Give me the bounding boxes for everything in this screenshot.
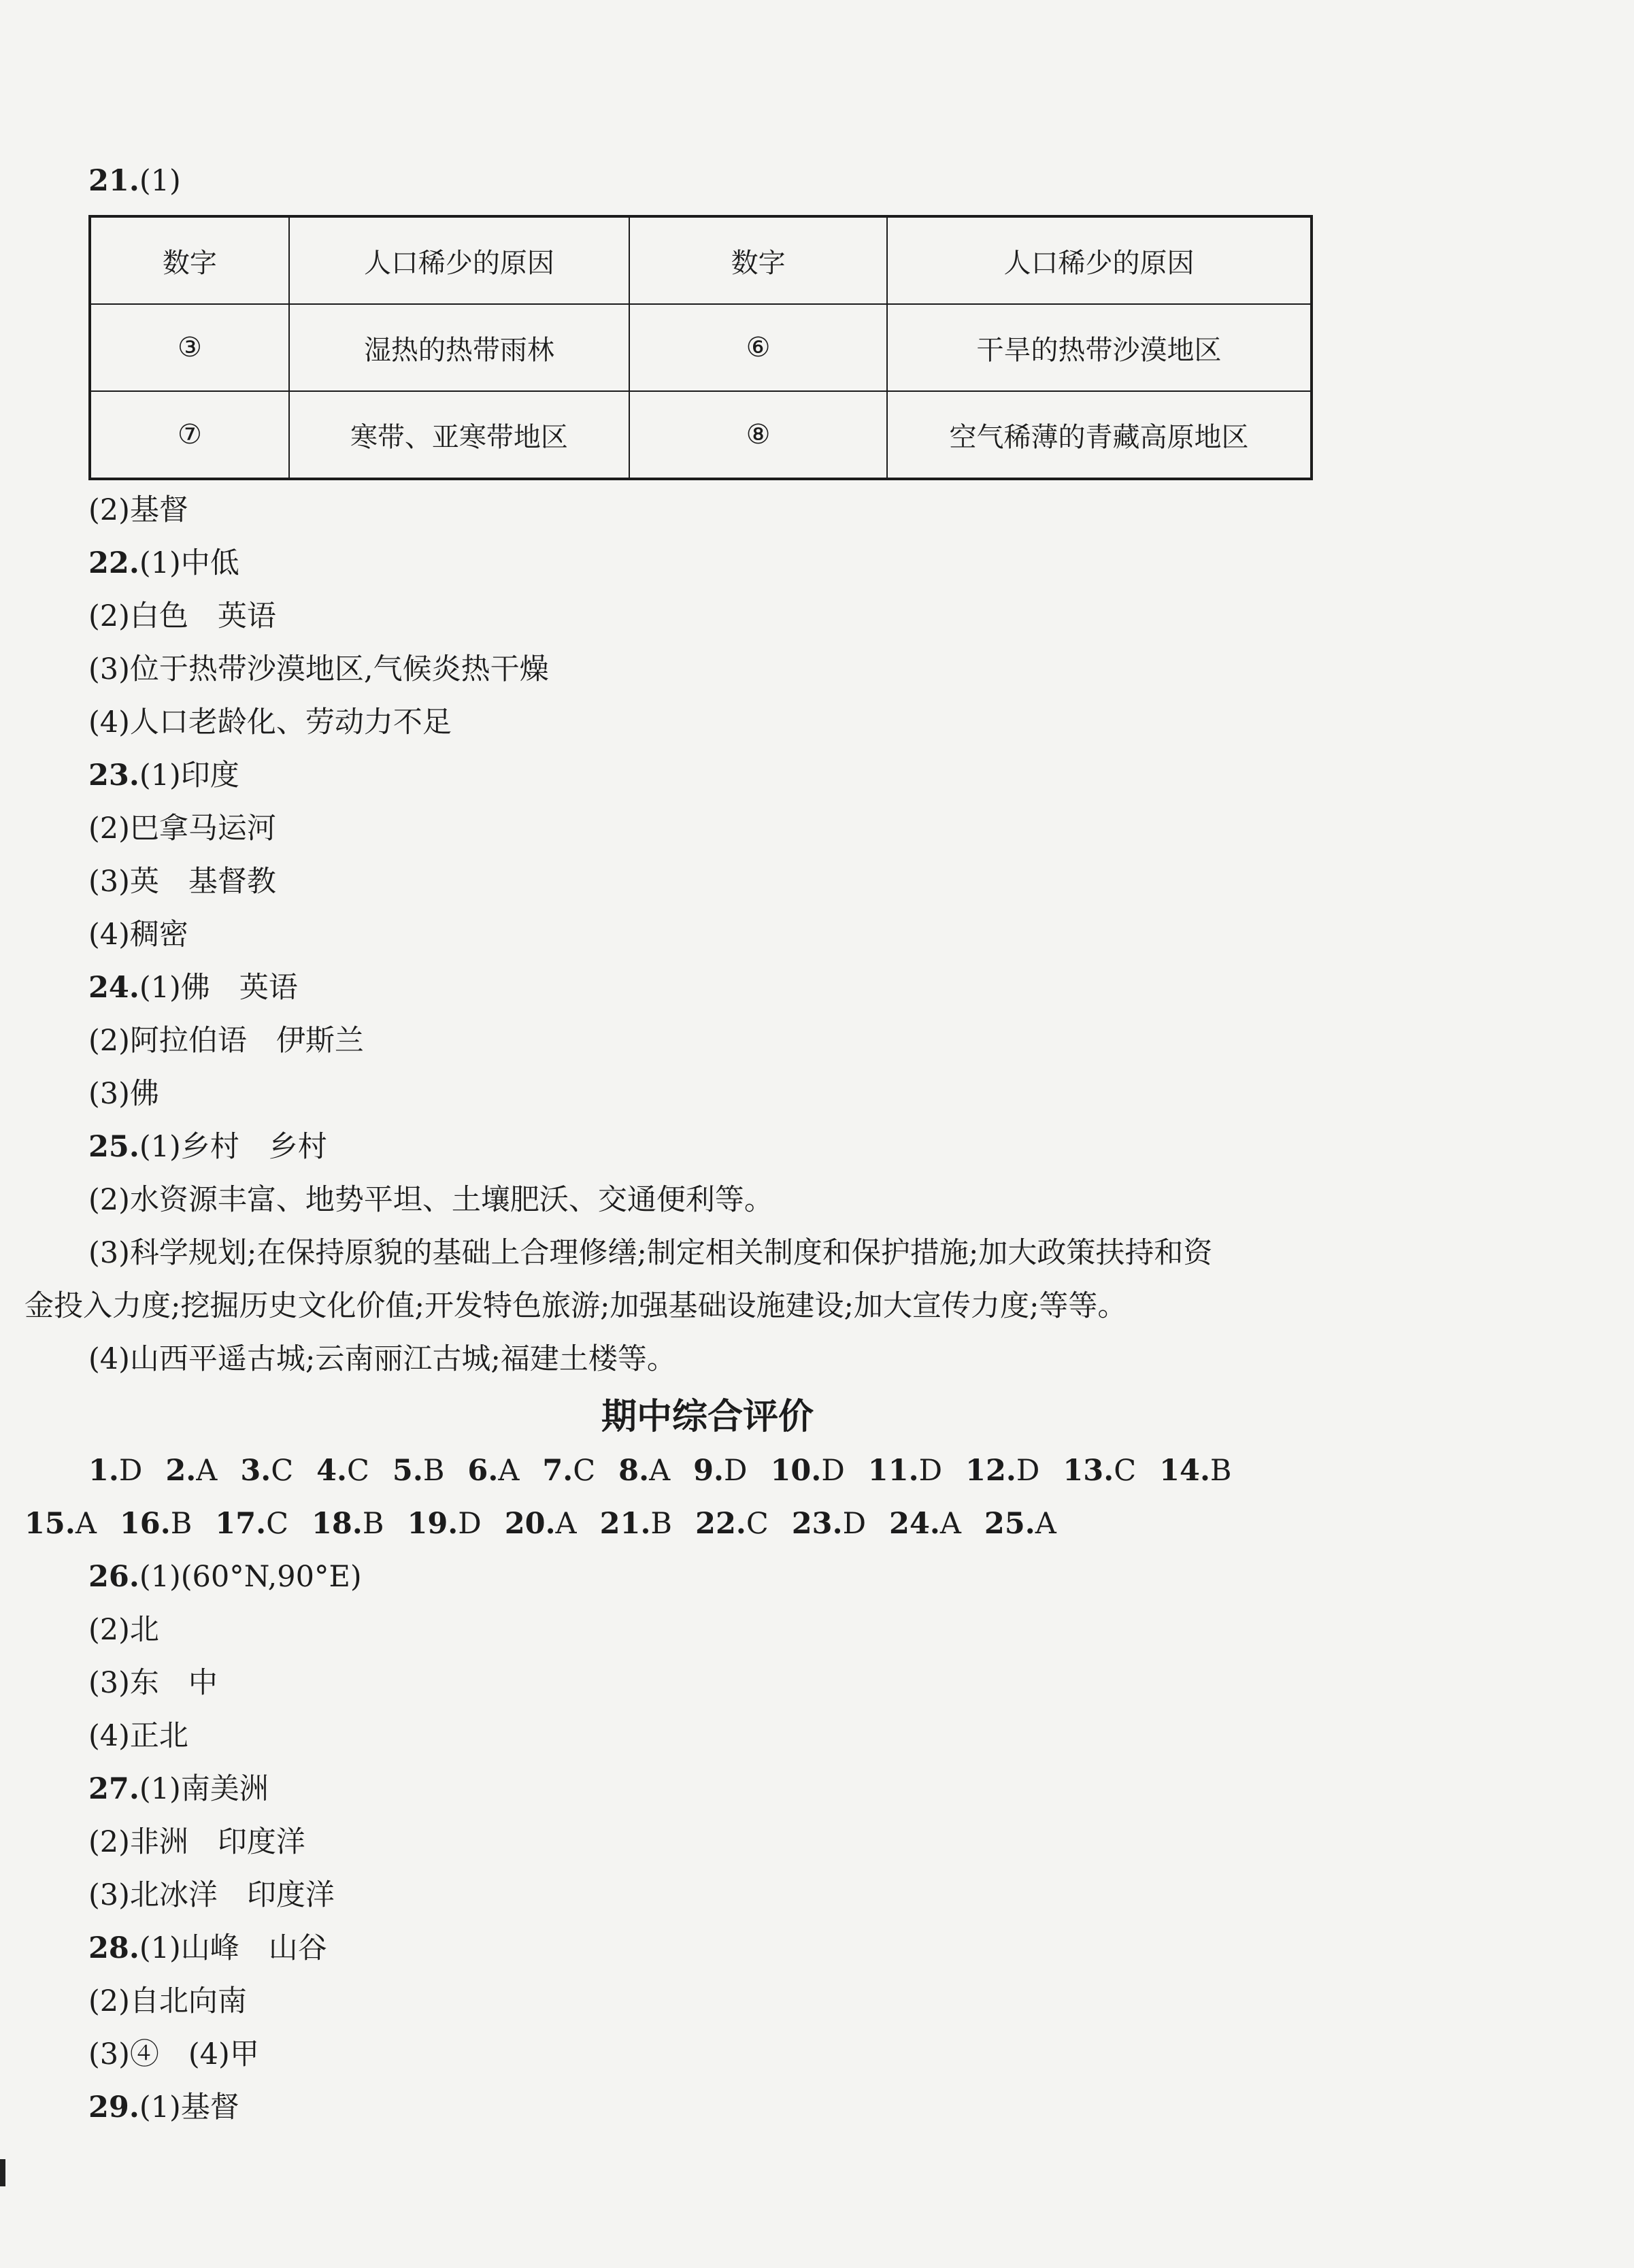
mc-answer-item (316, 1450, 369, 1491)
mc-answer-letter: D (458, 1507, 482, 1541)
mc-question-number: 25. (984, 1507, 1035, 1541)
table-cell: ⑦ (90, 391, 289, 479)
table-row (90, 391, 1312, 479)
q22-part2: (2)白色 英语 (88, 599, 276, 633)
mc-answer-letter: B (422, 1454, 445, 1488)
mc-answer-letter: D (724, 1454, 748, 1488)
mc-answer-letter: D (118, 1454, 143, 1488)
mc-answer-item (312, 1503, 384, 1544)
mc-question-number: 8. (618, 1454, 650, 1488)
mc-question-number: 2. (165, 1454, 197, 1488)
mc-answer-item (505, 1503, 577, 1544)
mc-answer-letter: B (170, 1507, 193, 1541)
mc-answers-row-2 (24, 1503, 1080, 1544)
mc-answer-item (965, 1450, 1039, 1491)
mc-question-number: 14. (1159, 1454, 1210, 1488)
q26-part4: (4)正北 (88, 1719, 188, 1753)
mc-question-number: 9. (693, 1454, 724, 1488)
mc-answer-item (407, 1503, 481, 1544)
mc-answer-letter: C (266, 1507, 289, 1541)
q21-part1: (1) (139, 164, 181, 198)
q24-line (88, 967, 298, 1008)
q25-part3-line1: (3)科学规划;在保持原貌的基础上合理修缮;制定相关制度和保护措施;加大政策扶持和资 (88, 1236, 1213, 1270)
mc-question-number: 5. (392, 1454, 423, 1488)
q25-number: 25. (88, 1130, 139, 1164)
mc-question-number: 24. (889, 1507, 940, 1541)
mc-answer-item (215, 1503, 288, 1544)
q23-part3: (3)英 基督教 (88, 865, 276, 899)
q28-part3: (3)④ (4)甲 (88, 2037, 259, 2071)
table-cell: ③ (90, 304, 289, 391)
q25-part2: (2)水资源丰富、地势平坦、土壤肥沃、交通便利等。 (88, 1183, 773, 1217)
q25-part3-line2: 金投入力度;挖掘历史文化价值;开发特色旅游;加强基础设施建设;加大宣传力度;等等。 (24, 1289, 1127, 1323)
q25-part4: (4)山西平遥古城;云南丽江古城;福建土楼等。 (88, 1342, 676, 1376)
mc-answer-item (1159, 1450, 1231, 1491)
q25-line (88, 1127, 327, 1167)
q24-part1: (1)佛 英语 (139, 971, 298, 1005)
mc-question-number: 4. (316, 1454, 348, 1488)
mc-answer-item (695, 1503, 769, 1544)
mc-answer-item (393, 1450, 445, 1491)
mc-answer-letter: D (842, 1507, 867, 1541)
q22-number: 22. (88, 546, 139, 580)
q22-part1: (1)中低 (139, 546, 239, 580)
q23-part4: (4)稠密 (88, 918, 188, 952)
mc-question-number: 3. (240, 1454, 271, 1488)
mc-question-number: 13. (1063, 1454, 1114, 1488)
table-cell: ⑥ (629, 304, 887, 391)
mc-answer-item (542, 1450, 595, 1491)
mc-question-number: 16. (119, 1507, 171, 1541)
q28-part1: (1)山峰 山谷 (139, 1931, 327, 1965)
mc-answer-item (1063, 1450, 1136, 1491)
mc-answer-item (467, 1450, 519, 1491)
q28-number: 28. (88, 1931, 139, 1965)
mc-answer-letter: A (1035, 1507, 1056, 1541)
mc-answer-letter: A (555, 1507, 577, 1541)
mc-question-number: 22. (695, 1507, 746, 1541)
mc-question-number: 17. (215, 1507, 267, 1541)
q29-part1: (1)基督 (139, 2090, 239, 2124)
mc-answer-letter: D (1016, 1454, 1040, 1488)
mc-answer-item (693, 1450, 747, 1491)
q24-number: 24. (88, 971, 139, 1005)
q22-part3: (3)位于热带沙漠地区,气候炎热干燥 (88, 652, 549, 686)
mc-answer-letter: C (271, 1454, 294, 1488)
mc-question-number: 7. (542, 1454, 573, 1488)
mc-question-number: 6. (467, 1454, 499, 1488)
mc-answer-letter: C (1114, 1454, 1137, 1488)
page-edge-mark (0, 2159, 5, 2186)
q26-number: 26. (88, 1560, 139, 1594)
mc-question-number: 23. (791, 1507, 843, 1541)
q27-part1: (1)南美洲 (139, 1772, 269, 1806)
table-cell: 空气稀薄的青藏高原地区 (887, 391, 1312, 479)
mc-question-number: 1. (88, 1454, 119, 1488)
mc-answer-letter: B (650, 1507, 673, 1541)
mc-answer-letter: D (821, 1454, 845, 1488)
q21-part2: (2)基督 (88, 493, 188, 527)
mc-answer-letter: C (573, 1454, 596, 1488)
mc-question-number: 12. (965, 1454, 1016, 1488)
mc-answer-letter: B (362, 1507, 384, 1541)
mc-answer-item (889, 1503, 961, 1544)
table-cell: 湿热的热带雨林 (289, 304, 629, 391)
section-title: 期中综合评价 (601, 1397, 814, 1437)
q29-number: 29. (88, 2090, 139, 2124)
mc-question-number: 11. (867, 1454, 919, 1488)
q21-line (88, 161, 181, 201)
mc-answer-item (24, 1503, 97, 1544)
q23-part2: (2)巴拿马运河 (88, 812, 276, 846)
table-header-row (90, 216, 1312, 304)
mc-question-number: 21. (599, 1507, 651, 1541)
mc-answer-letter: C (347, 1454, 369, 1488)
q24-part2: (2)阿拉伯语 伊斯兰 (88, 1024, 364, 1058)
mc-question-number: 10. (770, 1454, 822, 1488)
q23-line (88, 755, 239, 796)
mc-answer-item (240, 1450, 293, 1491)
q27-part3: (3)北冰洋 印度洋 (88, 1878, 335, 1912)
mc-answer-item (868, 1450, 942, 1491)
mc-answer-letter: B (1210, 1454, 1232, 1488)
mc-answer-letter: A (649, 1454, 671, 1488)
mc-question-number: 18. (312, 1507, 363, 1541)
q27-line (88, 1769, 269, 1810)
q26-part3: (3)东 中 (88, 1666, 218, 1700)
table-header-cell: 数字 (629, 216, 887, 304)
q25-part1: (1)乡村 乡村 (139, 1130, 327, 1164)
q22-part4: (4)人口老龄化、劳动力不足 (88, 705, 452, 739)
q26-part1: (1)(60°N,90°E) (139, 1560, 362, 1594)
mc-answer-letter: D (918, 1454, 943, 1488)
mc-answer-letter: A (75, 1507, 97, 1541)
q23-number: 23. (88, 758, 139, 793)
table-cell: ⑧ (629, 391, 887, 479)
mc-answer-letter: A (939, 1507, 961, 1541)
q27-part2: (2)非洲 印度洋 (88, 1825, 305, 1859)
mc-answer-item (88, 1450, 142, 1491)
q21-number: 21. (88, 164, 139, 198)
q23-part1: (1)印度 (139, 758, 239, 793)
q26-part2: (2)北 (88, 1613, 159, 1647)
q26-line (88, 1556, 362, 1597)
mc-question-number: 15. (24, 1507, 76, 1541)
table-row (90, 304, 1312, 391)
mc-answers-row-1 (88, 1450, 1255, 1491)
mc-answer-letter: A (196, 1454, 218, 1488)
q28-line (88, 1928, 327, 1969)
mc-answer-letter: C (746, 1507, 769, 1541)
mc-answer-item (600, 1503, 672, 1544)
table-header-cell: 数字 (90, 216, 289, 304)
mc-answer-item (618, 1450, 670, 1491)
mc-answer-item (984, 1503, 1056, 1544)
table-header-cell: 人口稀少的原因 (289, 216, 629, 304)
population-reason-table (88, 215, 1313, 480)
mc-question-number: 19. (407, 1507, 458, 1541)
q22-line (88, 543, 239, 584)
mc-question-number: 20. (504, 1507, 556, 1541)
table-header-cell: 人口稀少的原因 (887, 216, 1312, 304)
table-cell: 寒带、亚寒带地区 (289, 391, 629, 479)
mc-answer-item (120, 1503, 192, 1544)
mc-answer-item (165, 1450, 217, 1491)
q28-part2: (2)自北向南 (88, 1984, 247, 2018)
mc-answer-item (792, 1503, 866, 1544)
q27-number: 27. (88, 1772, 139, 1806)
q29-line (88, 2087, 239, 2128)
mc-answer-item (771, 1450, 845, 1491)
table-cell: 干旱的热带沙漠地区 (887, 304, 1312, 391)
q24-part3: (3)佛 (88, 1077, 159, 1111)
mc-answer-letter: A (498, 1454, 520, 1488)
